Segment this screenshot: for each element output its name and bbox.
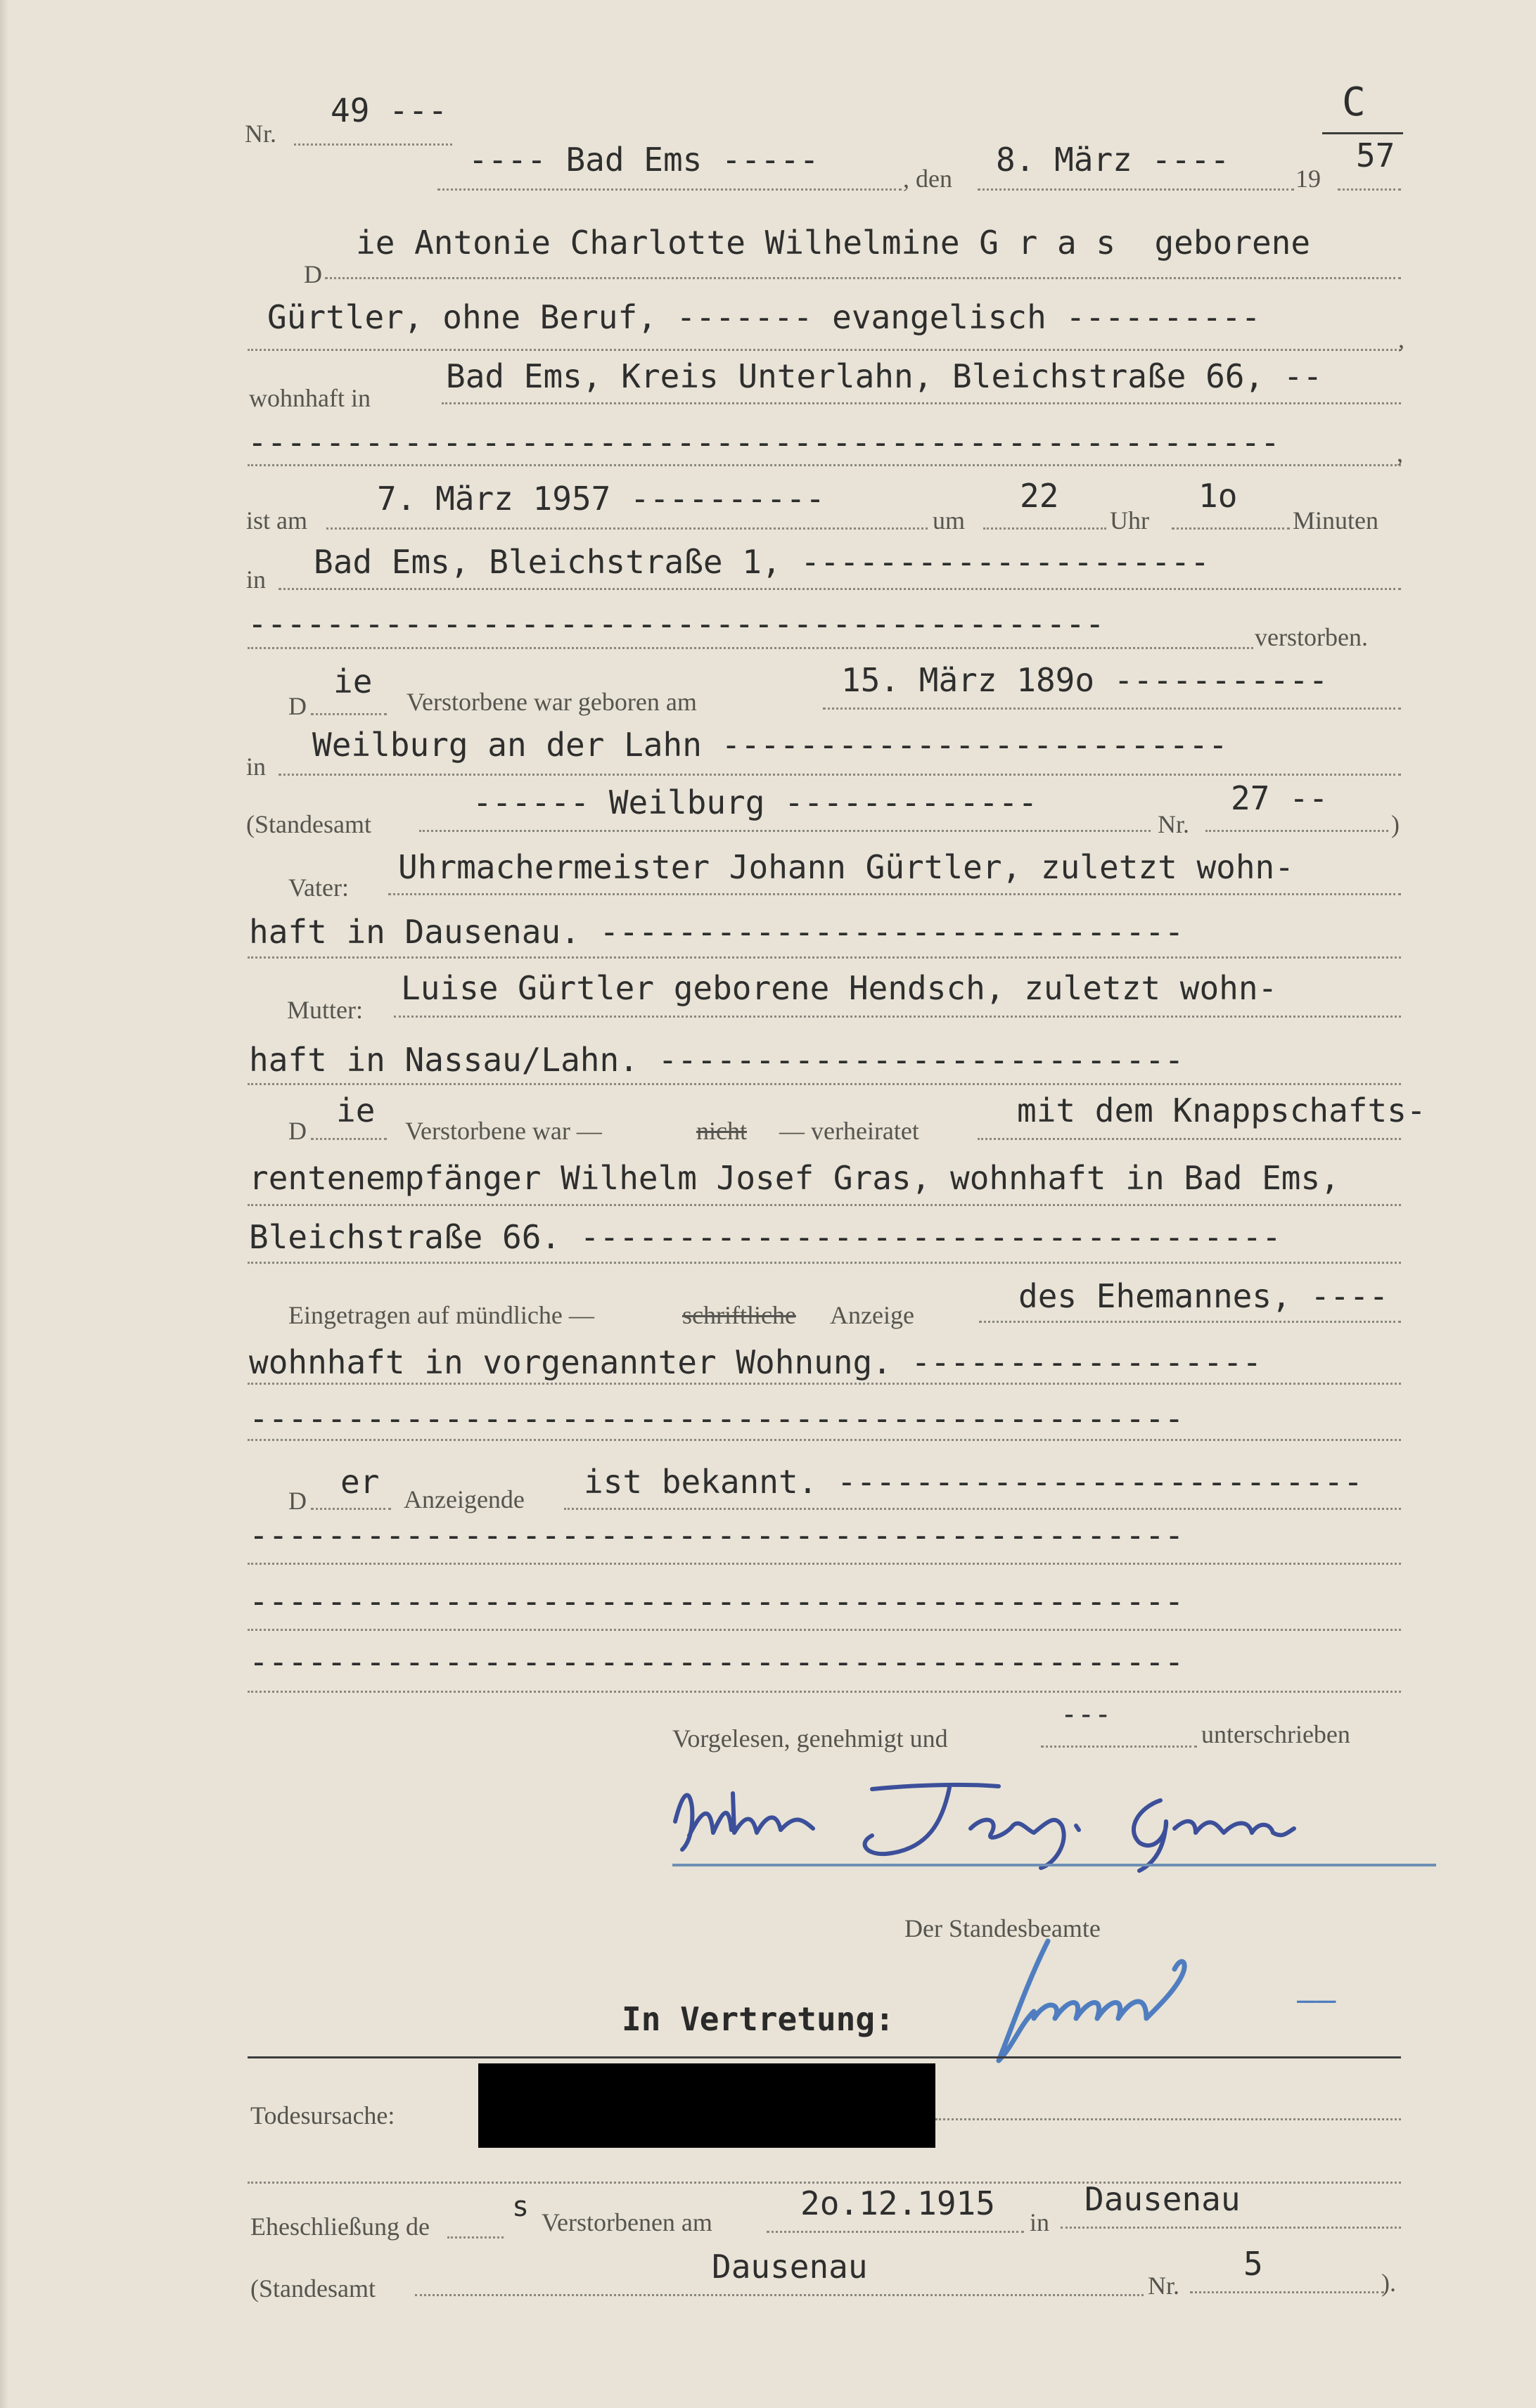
residence-dotted-line	[442, 402, 1401, 404]
record-place: ---- Bad Ems -----	[468, 141, 819, 179]
marriage-standesamt: Dausenau	[712, 2248, 868, 2286]
person-dotted-line-2	[248, 349, 1401, 351]
death-minute: 1o	[1198, 477, 1238, 515]
death-date-dotted-line	[326, 527, 928, 530]
death-place-continuation: --------------------------------------------	[248, 605, 1105, 643]
verstorben-label: verstorben.	[1255, 623, 1368, 651]
marriage-article-dotted-line	[311, 1138, 387, 1140]
todesursache-dotted-line	[935, 2118, 1401, 2120]
year-prefix: 19	[1295, 165, 1321, 193]
redaction-box	[478, 2063, 935, 2148]
birth-place-dotted-line	[279, 774, 1401, 776]
year-suffix: 57	[1356, 136, 1395, 174]
death-date: 7. März 1957 ----------	[377, 480, 825, 518]
person-d-label: D	[304, 260, 322, 288]
nr-dotted-line	[294, 143, 452, 146]
marriage-nr-dotted-line	[1190, 2291, 1384, 2293]
record-date: 8. März ----	[996, 141, 1230, 179]
marriage-article: ie	[336, 1091, 376, 1129]
page-edge-shadow	[0, 0, 8, 2408]
birth-d-label: D	[288, 692, 307, 720]
anzeige-line-5: ------------------------------------------------	[249, 1582, 1184, 1620]
death-place-dotted-line	[279, 588, 1401, 590]
year-dotted-line	[1338, 188, 1401, 191]
person-occupation-line: Gürtler, ohne Beruf, ------- evangelisch ----------	[267, 298, 1261, 336]
minuten-label: Minuten	[1293, 506, 1378, 534]
marriage-dotted-line-2	[248, 1204, 1401, 1206]
vorgelesen-dashes: ---	[1061, 1698, 1112, 1731]
ehe-article-dotted-line	[447, 2236, 504, 2239]
anzeige-dotted-line-2	[248, 1383, 1401, 1385]
bekannt-line: ist bekannt. ---------------------------	[584, 1463, 1363, 1501]
marriage-register-number: 5	[1243, 2245, 1263, 2283]
anzeige-line-3: ------------------------------------------------	[249, 1400, 1184, 1437]
residence-continuation: -----------------------------------------------------	[248, 423, 1280, 461]
registrar-signature	[971, 1927, 1308, 2068]
birth-close-paren: )	[1391, 810, 1400, 838]
minute-dotted-line	[1172, 527, 1290, 530]
person-name-line: ie Antonie Charlotte Wilhelmine G r a s geborene	[356, 224, 1311, 262]
person-residence: Bad Ems, Kreis Unterlahn, Bleichstraße 66, --	[446, 357, 1323, 395]
date-dotted-line	[978, 188, 1294, 191]
anzeige-dotted-line-4	[248, 1563, 1401, 1565]
marriage-line-2: rentenempfänger Wilhelm Josef Gras, wohnhaft in Bad Ems,	[249, 1159, 1340, 1197]
standesbeamte-label: Der Standesbeamte	[904, 1914, 1101, 1942]
mutter-line-1: Luise Gürtler geborene Hendsch, zuletzt wohn-	[401, 969, 1278, 1007]
vater-label: Vater:	[288, 873, 349, 902]
c-mark-underline	[1322, 132, 1403, 134]
birth-article: ie	[333, 662, 373, 700]
anzeigende-label: Anzeigende	[404, 1485, 525, 1513]
anzeige-line-6: ------------------------------------------------	[249, 1643, 1184, 1681]
ehe-article-suffix: s	[512, 2191, 530, 2223]
footer-divider	[248, 2056, 1401, 2058]
wohnhaft-label: wohnhaft in	[249, 384, 371, 412]
residence-dotted-line-2	[248, 464, 1401, 466]
nicht-struck: nicht	[696, 1117, 747, 1145]
anzeigende-d-label: D	[288, 1487, 307, 1515]
marriage-close: ).	[1381, 2269, 1396, 2297]
birth-date-dotted-line	[823, 707, 1401, 710]
birth-article-dotted-line	[311, 713, 387, 715]
place-dotted-line	[437, 188, 902, 191]
geboren-label: Verstorbene war geboren am	[407, 688, 697, 716]
vater-line-2: haft in Dausenau. ------------------------------	[249, 913, 1184, 951]
uhr-label: Uhr	[1110, 506, 1149, 534]
death-place-dotted-line-2	[248, 647, 1253, 649]
death-place: Bad Ems, Bleichstraße 1, ---------------------	[314, 543, 1210, 581]
marriage-place-dotted-line	[1061, 2227, 1401, 2229]
record-number: 49 ---	[331, 91, 448, 129]
marriage-date: 2o.12.1915	[800, 2184, 995, 2222]
verstorbene-war-label: Verstorbene war —	[405, 1117, 602, 1145]
anzeigende-article-dotted-line	[311, 1508, 391, 1510]
birth-nr-label: Nr.	[1158, 810, 1189, 838]
signature-underline	[672, 1864, 1436, 1866]
den-label: , den	[903, 165, 952, 193]
registrar-signature-tail: ——	[1297, 1980, 1336, 2018]
marriage-dotted-line-1	[978, 1138, 1401, 1140]
person-comma: ,	[1398, 325, 1404, 353]
anzeige-label: Anzeige	[830, 1301, 914, 1329]
anzeige-line-4: ------------------------------------------------	[249, 1516, 1184, 1554]
marriage-in-label: in	[1030, 2208, 1050, 2236]
vorgelesen-dotted-line	[1041, 1746, 1197, 1748]
marriage-line-3: Bleichstraße 66. ------------------------------------	[249, 1218, 1281, 1256]
mutter-label: Mutter:	[287, 996, 363, 1024]
birth-place: Weilburg an der Lahn --------------------------	[312, 726, 1228, 764]
birth-register-number: 27 --	[1231, 779, 1329, 817]
schriftliche-struck: schriftliche	[682, 1301, 796, 1329]
vater-line-1: Uhrmachermeister Johann Gürtler, zuletzt wohn-	[398, 848, 1294, 886]
ehe-verstorbenen-label: Verstorbenen am	[542, 2208, 712, 2236]
death-in-label: in	[246, 565, 267, 594]
anzeige-dotted-line-5	[248, 1629, 1401, 1631]
death-hour: 22	[1020, 477, 1059, 515]
eheschliessung-label: Eheschließung de	[250, 2212, 430, 2241]
anzeige-line-2: wohnhaft in vorgenannter Wohnung. ------------------	[249, 1343, 1262, 1381]
residence-comma: ,	[1397, 439, 1403, 467]
register-c-mark: C	[1342, 79, 1366, 125]
person-dotted-line-1	[325, 277, 1401, 279]
marriage-standesamt-label: (Standesamt	[250, 2274, 376, 2303]
verheiratet-label: — verheiratet	[779, 1117, 919, 1145]
nr-label: Nr.	[245, 120, 276, 148]
eingetragen-label: Eingetragen auf mündliche —	[288, 1301, 594, 1329]
birth-standesamt-dotted-line	[419, 830, 1151, 832]
in-vertretung-label: In Vertretung:	[622, 2000, 895, 2038]
todesursache-label: Todesursache:	[250, 2101, 395, 2130]
birth-nr-dotted-line	[1205, 830, 1388, 832]
mutter-dotted-line-1	[394, 1016, 1401, 1018]
birth-standesamt: ------ Weilburg -------------	[473, 783, 1038, 821]
mutter-line-2: haft in Nassau/Lahn. ---------------------------	[249, 1041, 1184, 1079]
birth-standesamt-label: (Standesamt	[246, 810, 371, 838]
anzeige-dotted-line-1	[979, 1321, 1401, 1323]
informant-signature	[661, 1765, 1350, 1871]
ist-am-label: ist am	[246, 506, 307, 534]
marriage-place: Dausenau	[1084, 2180, 1241, 2218]
marriage-nr-label: Nr.	[1148, 2272, 1179, 2300]
marriage-date-dotted-line	[767, 2231, 1024, 2233]
marriage-d-label: D	[288, 1117, 307, 1145]
anzeigende-article: er	[340, 1463, 380, 1501]
vater-dotted-line-1	[388, 893, 1401, 895]
anzeige-dotted-line-6	[248, 1691, 1401, 1693]
unterschrieben-label: unterschrieben	[1201, 1720, 1350, 1748]
um-label: um	[933, 506, 966, 534]
birth-in-label: in	[246, 752, 267, 781]
vater-dotted-line-2	[248, 956, 1401, 959]
mutter-dotted-line-2	[248, 1083, 1401, 1085]
anzeige-dotted-line-3	[248, 1439, 1401, 1441]
vorgelesen-label: Vorgelesen, genehmigt und	[672, 1724, 948, 1753]
marriage-line-1: mit dem Knappschafts-	[1017, 1091, 1426, 1129]
marriage-standesamt-dotted-line	[415, 2294, 1144, 2296]
hour-dotted-line	[983, 527, 1106, 530]
birth-date: 15. März 189o -----------	[841, 661, 1329, 699]
marriage-dotted-line-3	[248, 1262, 1401, 1264]
anzeige-line-1: des Ehemannes, ----	[1018, 1277, 1389, 1315]
bekannt-dotted-line	[564, 1508, 1401, 1510]
